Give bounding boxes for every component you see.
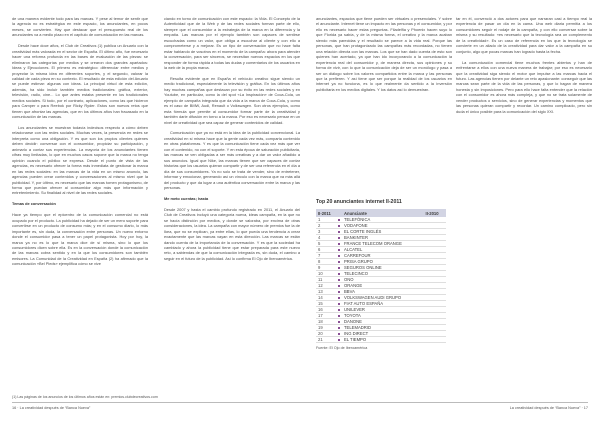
row-advertiser: ING DIRECT: [342, 331, 424, 337]
bullet-square-icon: [338, 261, 340, 263]
bullet-square-icon: [338, 237, 340, 239]
row-advertiser: BANKINTER: [342, 235, 424, 241]
bullet-square-icon: [338, 225, 340, 227]
row-advertiser: CARREFOUR: [342, 253, 424, 259]
row-advertiser: ALCATEL: [342, 247, 424, 253]
row-position: 11: [316, 277, 338, 283]
paragraph: Desde 2007 y hasta el cambio profundo registrado en 2011, el Anuario del Club de Creativos incluyó una categoría nueva, ideas campaña, en la que no se hacía distinción por medios, y donde se valoraba, por encima de otras consideraciones, la idea. La campaña con mayor número de premios fue la de Ikea, que no se explican, ya entre ellas, lo que pueda una tendencia a crear exactamente que las marcas vayan en esta dirección. Las marcas se están dando cuenta de la importancia de la conversación. Y es que la sociedad ha cambiado y ahora la publicidad tiene que estar preparada para este nuevo reto, a sabiendas de que la comunicación integrada es, sin duda, el camino a seguir en el futuro de la publicidad. Así lo confirma El Ojo de Iberoamérica.: [164, 206, 300, 261]
paragraph: Comunicación que ya no está en la idea de la publicidad convencional. La creatividad en sí misma hace que la gente cada vez más, comparta contenido en otras plataformas. Y es que la comunicación tiene cada vez más que ver con el contenido, no con el soporte. Y en esta época de saturación publicitaria, las marcas se ven obligadas a ser más creativas y a dar un valor añadido a sus anuncios. Igual que Nike, las marcas tienen que ser capaces de contar historias que los usuarios quieran compartir y de ser una referencia en el día a día de sus consumidores. Ya no solo se trata de vender, sino de entretener, informar y emocionar, generando así un vínculo con la marca que va más allá del producto y que da lugar a una auténtica conversación entre la marca y las personas.: [164, 130, 300, 191]
row-advertiser: EL CORTE INGLÉS: [342, 229, 424, 235]
row-advertiser: EL TIEMPO: [342, 337, 424, 343]
footer-rule: [12, 402, 588, 403]
bullet-square-icon: [338, 297, 340, 299]
paragraph: de una manera evidente todo para las marcas. Y pese al temor de sentir que la agencia no es estratégica en este espacio, los anunciantes, en pocos meses, se convierten. Hay que destacar que el presupuesto real de los anunciantes va a medio plazo en el capítulo de comunicación en las marcas.: [12, 16, 148, 38]
text-column-2: [164, 16, 300, 384]
row-position: 9: [316, 265, 338, 271]
text-column-1: [12, 16, 148, 384]
bullet-square-icon: [338, 309, 340, 311]
bullet-square-icon: [338, 267, 340, 269]
row-position: 5: [316, 241, 338, 247]
top-advertisers-table-box: [316, 200, 446, 351]
table-row: [316, 337, 446, 343]
row-advertiser: TOYOTA: [342, 313, 424, 319]
row-position: 17: [316, 313, 338, 319]
section-heading: Temas de conversación: [12, 201, 56, 207]
row-advertiser: ORANGE: [342, 283, 424, 289]
footer-left: 16 · La creatividad después de “Banca Nueva”: [12, 406, 91, 410]
bullet-square-icon: [338, 273, 340, 275]
row-position: 7: [316, 253, 338, 259]
paragraph: ciando en torno de comunicación con este espacio: la Vida. El Concepto de la Autenticidad que de la Web y de las redes sociales forman parte de ello, siempre que el consumidor a la estrategia de la marca en la diferencia y la empatía. Las marcas por el ejemplo también son capaces de sentirse escuchadas como un valor, que obliga a escuchar al cliente y con ello a comprometerse y a mejorar. Es un tipo de conversación que no hace falta estar hablando de vosotros en el momento de la campaña: ahora para atender la conversación, para ser sinceros, se necesitan nuevos espacios en los que responder de forma rápida a todas las dudas y comentarios de los usuarios en la web de la propia marca.: [164, 16, 300, 71]
row-position: 14: [316, 295, 338, 301]
row-position: 2: [316, 223, 338, 229]
row-position: 19: [316, 325, 338, 331]
row-advertiser: SEGUROS ONLINE: [342, 265, 424, 271]
row-position: 8: [316, 259, 338, 265]
row-advertiser: ONO: [342, 277, 424, 283]
text-column-3: [316, 16, 452, 194]
bullet-square-icon: [338, 291, 340, 293]
top-advertisers-table: [316, 209, 446, 343]
bullet-square-icon: [338, 333, 340, 335]
paragraph: Los anunciantes se muestran todavía indecisos respecto a cómo deben relacionarse con las redes sociales. Muchas veces, la presencia en redes se interpreta como una obligación. Y es que son los propios clientes quienes deben decidir: conversar con el consumidor, propiciar su participación, y animarlo a contar sus experiencias. La mayoría de los anunciantes tienen cifras muy limitadas, lo que en muchos casos supone que la marca no tenga opinión cuando el público se expresa. Desde el punto de vista de las agencias, es necesario ofrecer la forma más inmediata de gestionar la marca en las redes sociales: en las marcas de la vida en un mismo anuncio, las agencias pueden crear contenidos y conversaciones al mismo nivel que la publicidad. Y, por último, es necesario que las marcas tomen protagonismo, de forma que puedan ofrecer al consumidor algo más que información y entretenimiento. Su finalidad al nivel de las redes sociales.: [12, 125, 148, 196]
row-position: 13: [316, 289, 338, 295]
section-heading: Me meto cuentas; hasta: [164, 195, 209, 201]
header-advertiser: Anunciante: [342, 209, 424, 217]
bullet-square-icon: [338, 339, 340, 341]
bullet-square-icon: [338, 321, 340, 323]
bullet-square-icon: [338, 279, 340, 281]
text-column-4: [456, 16, 592, 384]
row-position: 20: [316, 331, 338, 337]
row-advertiser: DANONE: [342, 319, 424, 325]
bullet-square-icon: [338, 327, 340, 329]
table-header-row: [316, 209, 446, 217]
paragraph: tar en él, convenció a dos actores para que narraran casi a tiempo real la experiencia de pasar un día en la cama. Una web diaria permitía a los consumidores seguir el rodaje de la campaña, y con ello conversar sobre la misma y su resultado: «es necesario que la tecnología sea un complemento de la creatividad». Es un caso de referencia en los que la tecnología se convierte en un aliado de la creatividad para dar valor a la campaña en su conjunto, algo que pocas marcas han logrado hasta la fecha.: [456, 16, 592, 54]
row-position: 10: [316, 271, 338, 277]
footnote: (1) Las páginas de los anuncios de los últimos años están en: premios.clubdecreativos.com: [12, 395, 158, 399]
paragraph: Resulta evidente que en España el vehículo creativo sigue siendo un medio tradicional, especialmente la televisión y gráfica. En los últimos años hay muchas campañas que destacan por su éxito en las redes sociales y en Youtube, en particular, como la del spot «La Inspiración» de Coca-Cola, un ejemplo de campaña integrada que da vida a la marca de Coca-Cola, y como es el caso de BMW, Audi, Renault o Volkswagen. Son otros ejemplos, como esta fórmula que permite al consumidor formar parte de la creatividad y también darle difusión en torno a la marca. Por eso es necesario pensar en un nivel de creatividad que sea capaz de generar contenidos de calidad.: [164, 75, 300, 125]
row-advertiser: TELECINCO: [342, 271, 424, 277]
header-previous: II-2010: [424, 209, 446, 217]
paragraph: Hace ya tiempo que el epicentro de la comunicación comercial no está ocupado por el producto. La publicidad ha dejado de ser un mero soporte para convertirse en un producto de consumo más; y en el consumo diario, lo más importante es, sin duda, la conversación entre personas. Un nuevo entorno donde el consumidor pasa a tener un papel protagonista. Hoy por hoy, la marca ya no es lo que la marca dice de sí misma, sino lo que los consumidores dicen sobre ella. Es en la conversación donde la comunicación de las marcas cobra sentido y en la que los consumidores son también emisores. La Comunidad de la Creatividad en España (2) ha afirmado que la comunicación «Bel Pleds» ejemplifica cómo se vive: [12, 212, 148, 267]
paragraph: La comunicación comercial tiene muchos frentes abiertos y han de enfrentarse a ellos con una nueva manera de trabajar; por eso es necesario que la creatividad siga siendo el motor que impulse a las marcas hacia el futuro. Las agencias tienen por delante un reto apasionante: conseguir que las marcas sean parte de la vida de las personas, y que lo hagan de manera honesta y sin imposiciones. Pero para ello hace falta entender que la relación con el consumidor es ahora más compleja, y que no se trata solamente de vender productos o servicios, sino de generar experiencias y momentos que las personas quieran compartir y recordar. Un camino complicado, pero sin duda el único posible para la comunicación del siglo XXI.: [456, 59, 592, 114]
row-advertiser: FIAT AUTO ESPAÑA: [342, 301, 424, 307]
row-advertiser: TELEFÓNICA: [342, 217, 424, 223]
row-position: 16: [316, 307, 338, 313]
row-advertiser: TELEMADRID: [342, 325, 424, 331]
row-position: 1: [316, 217, 338, 223]
row-position: 4: [316, 235, 338, 241]
row-position: 6: [316, 247, 338, 253]
bullet-square-icon: [338, 231, 340, 233]
row-position: 3: [316, 229, 338, 235]
bullet-square-icon: [338, 303, 340, 305]
header-position: II-2011: [316, 209, 338, 217]
bullet-square-icon: [338, 249, 340, 251]
table-title: Top 20 anunciantes internet II-2011: [316, 199, 402, 205]
paragraph: anunciantes, espacios que tiene pueden ser virtuales o presenciales. Y sobre el anunciante. Internet tiene un impacto en las personas y el consumidor, y por ello es necesario hacer estas preguntas. Filadelfia y Phoenix hacen suyo lo que Florida ya sabía, y de la misma forma, el creativo y la marca acaban siendo más parecidas y el resultado se parece a la vida real. Porque las personas, que han protagonizado las campañas más recordadas, no tienen una relación directa con las marcas. Los que se han dado cuenta de esto son quienes han acertado, ya que han ido incorporando a la comunicación la experiencia real del consumidor y, de manera directa, sus opiniones y su forma de vivir, con lo que la comunicación deja de ser un monólogo y pasa a ser un diálogo sobre los valores compartidos entre la marca y las personas que la prefieren. Y así tiene que ser porque la realidad de los usuarios en internet ya no funciona, es lo que realmente da sentido a la inversión publicitaria en los medios digitales. Y los datos así lo demuestran.: [316, 16, 452, 92]
bullet-square-icon: [338, 243, 340, 245]
bullet-square-icon: [338, 219, 340, 221]
row-advertiser: BBVA: [342, 289, 424, 295]
row-advertiser: FRANCE TELECOM ORANGE: [342, 241, 424, 247]
paragraph: Desde hace doce años, el Club de Creativos (1) publica un Anuario con la creatividad más valorada en el sector de España. El último año, fue necesario hacer una reforma profunda en las bases de evaluación de las piezas: se eliminaron las categorías por medios y se crearon dos grandes apartados: Ideas y Ejecuciones. El primero es estratégico: diferenciar entre medios y proyectar la misma idea en diferentes soportes, y el segundo, valorar la calidad de cada pieza en su contexto. El resultado de esta edición del Anuario se puede estimar: algunas con ideas. La principal virtud de esta edición, además, ha sido incluir también medios tradicionales: gráfica, exterior, televisión, radio, cine... Lo que antes estaba presente en los tradicionales medios sociales. Si todo, por el contrario, aplicaciones, como las que hicieron para Camper o para Reebok por Ricky Ryder. Estos son nuevos retos que tienen que afrontar las agencias, que en los últimos años han fracasado en la comunicación de las marcas.: [12, 43, 148, 120]
row-position: 15: [316, 301, 338, 307]
bullet-square-icon: [338, 315, 340, 317]
row-position: 12: [316, 283, 338, 289]
footer-right: La creatividad después de “Banca Nueva” · 17: [509, 406, 588, 410]
row-position: 18: [316, 319, 338, 325]
row-advertiser: PRISA GRUPO: [342, 259, 424, 265]
row-previous: [424, 337, 446, 343]
row-advertiser: VODAFONE: [342, 223, 424, 229]
table-source: Fuente: El Ojo de Iberoamérica: [316, 346, 368, 350]
row-advertiser: VOLKSWAGEN AUDI GRUPO: [342, 295, 424, 301]
row-advertiser: UNILEVER: [342, 307, 424, 313]
row-position: 21: [316, 337, 338, 343]
bullet-square-icon: [338, 255, 340, 257]
bullet-square-icon: [338, 285, 340, 287]
